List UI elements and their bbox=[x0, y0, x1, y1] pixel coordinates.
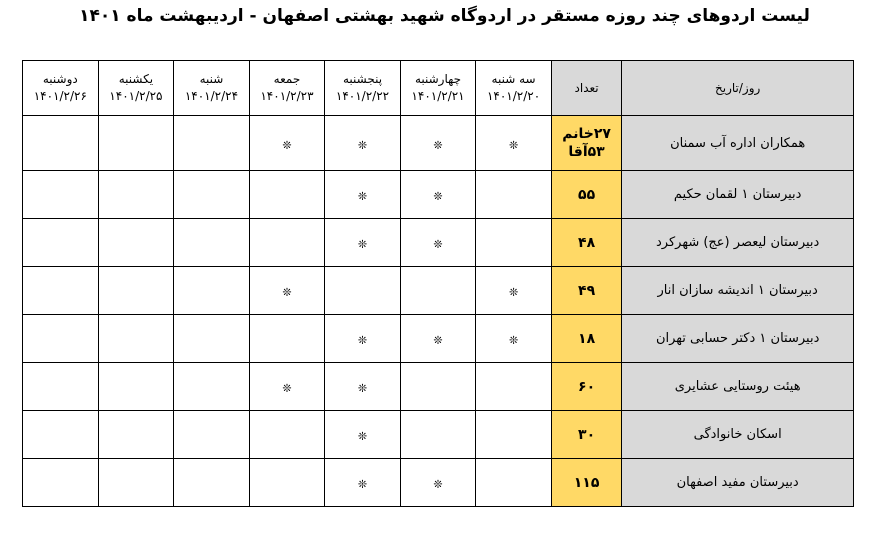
day-cell bbox=[325, 459, 401, 507]
header-day-5 bbox=[174, 61, 250, 116]
header-name-label: روز/تاریخ bbox=[622, 61, 854, 116]
day-date: ۱۴۰۱/۲/۲۴ bbox=[184, 89, 239, 103]
row-name-cell: دبیرستان لیعصر (عج) شهرکرد bbox=[622, 219, 854, 267]
page-title: لیست اردوهای چند روزه مستقر در اردوگاه شهید بهشتی اصفهان - اردیبهشت ماه ۱۴۰۱ bbox=[79, 6, 810, 26]
attendance-mark-icon: ❊ bbox=[433, 138, 443, 152]
day-cell bbox=[249, 171, 325, 219]
header-count-label: تعداد bbox=[551, 61, 622, 116]
day-cell bbox=[400, 219, 476, 267]
attendance-mark-icon: ❊ bbox=[508, 334, 519, 347]
day-cell bbox=[98, 315, 174, 363]
table-row bbox=[23, 171, 854, 219]
row-name-cell: دبیرستان ۱ دکتر حسابی تهران bbox=[622, 315, 854, 363]
row-count-cell bbox=[551, 411, 622, 459]
day-cell bbox=[249, 219, 325, 267]
day-cell bbox=[476, 171, 552, 219]
count-value: ۴۹ bbox=[578, 282, 596, 299]
attendance-mark-icon: ❊ bbox=[282, 138, 292, 152]
day-cell bbox=[476, 411, 552, 459]
day-cell bbox=[174, 459, 250, 507]
day-cell bbox=[400, 315, 476, 363]
day-date: ۱۴۰۱/۲/۲۱ bbox=[411, 89, 465, 103]
day-cell bbox=[249, 411, 325, 459]
day-cell bbox=[98, 116, 174, 171]
day-cell bbox=[249, 363, 325, 411]
header-day-4 bbox=[249, 61, 325, 116]
count-value: ۵۳آقا bbox=[568, 144, 605, 160]
row-count-cell bbox=[551, 267, 622, 315]
attendance-mark-icon: ❊ bbox=[357, 430, 368, 443]
day-cell bbox=[98, 363, 174, 411]
day-cell bbox=[400, 267, 476, 315]
count-value: ۱۸ bbox=[578, 330, 596, 347]
count-value: ۱۱۵ bbox=[573, 474, 600, 491]
day-cell bbox=[23, 267, 99, 315]
day-cell bbox=[174, 267, 250, 315]
row-count-cell bbox=[551, 315, 622, 363]
day-name: دوشنبه bbox=[42, 72, 78, 86]
attendance-mark-icon: ❊ bbox=[282, 382, 292, 395]
attendance-mark-icon: ❊ bbox=[433, 334, 443, 347]
row-count-cell bbox=[551, 219, 622, 267]
day-cell bbox=[249, 315, 325, 363]
row-name-cell: همکاران اداره آب سمنان bbox=[622, 116, 854, 171]
table-row bbox=[23, 411, 854, 459]
day-cell bbox=[249, 267, 325, 315]
row-name-cell: دبیرستان مفید اصفهان bbox=[622, 459, 854, 507]
attendance-mark-icon: ❊ bbox=[433, 190, 443, 203]
day-cell bbox=[249, 116, 325, 171]
day-cell bbox=[98, 219, 174, 267]
day-cell bbox=[400, 116, 476, 171]
day-cell bbox=[23, 219, 99, 267]
day-date: ۱۴۰۱/۲/۲۰ bbox=[486, 89, 541, 103]
day-cell bbox=[325, 363, 401, 411]
day-cell bbox=[400, 363, 476, 411]
count-value: ۳۰ bbox=[578, 426, 596, 443]
day-date: ۱۴۰۱/۲/۲۲ bbox=[335, 89, 390, 103]
day-cell bbox=[476, 459, 552, 507]
day-cell bbox=[174, 363, 250, 411]
table-body bbox=[23, 116, 854, 507]
count-value: ۵۵ bbox=[578, 186, 596, 203]
day-cell bbox=[174, 171, 250, 219]
day-cell bbox=[476, 219, 552, 267]
count-value: ۶۰ bbox=[578, 378, 596, 395]
day-cell bbox=[400, 171, 476, 219]
day-name: چهارشنبه bbox=[414, 72, 462, 86]
header-row bbox=[23, 61, 854, 116]
table-row bbox=[23, 459, 854, 507]
row-name-cell: دبیرستان ۱ لقمان حکیم bbox=[622, 171, 854, 219]
day-cell bbox=[476, 315, 552, 363]
day-name: شنبه bbox=[199, 72, 224, 86]
attendance-mark-icon: ❊ bbox=[282, 286, 292, 299]
day-name: پنجشنبه bbox=[342, 72, 383, 86]
table-row bbox=[23, 363, 854, 411]
day-name: یکشنبه bbox=[118, 72, 154, 86]
day-cell bbox=[325, 171, 401, 219]
day-name: جمعه bbox=[273, 72, 301, 86]
attendance-mark-icon: ❊ bbox=[357, 190, 368, 203]
count-value: ۲۷خانم bbox=[562, 126, 611, 142]
day-cell bbox=[23, 411, 99, 459]
attendance-mark-icon: ❊ bbox=[357, 238, 368, 251]
day-cell bbox=[325, 315, 401, 363]
header-day-3 bbox=[325, 61, 401, 116]
day-cell bbox=[476, 267, 552, 315]
day-cell bbox=[400, 459, 476, 507]
header-day-6 bbox=[98, 61, 174, 116]
day-cell bbox=[23, 459, 99, 507]
day-cell bbox=[23, 116, 99, 171]
attendance-mark-icon: ❊ bbox=[433, 238, 443, 251]
table-row bbox=[23, 315, 854, 363]
day-cell bbox=[476, 116, 552, 171]
day-date: ۱۴۰۱/۲/۲۶ bbox=[33, 89, 87, 103]
day-cell bbox=[325, 116, 401, 171]
camp-schedule-table bbox=[22, 60, 854, 507]
day-cell bbox=[174, 411, 250, 459]
table-row bbox=[23, 116, 854, 171]
table-row bbox=[23, 267, 854, 315]
attendance-mark-icon: ❊ bbox=[433, 478, 443, 491]
row-count-cell bbox=[551, 171, 622, 219]
day-cell bbox=[174, 219, 250, 267]
row-name-cell: اسکان خانوادگی bbox=[622, 411, 854, 459]
attendance-mark-icon: ❊ bbox=[357, 382, 368, 395]
day-cell bbox=[476, 363, 552, 411]
row-name-cell: هیئت روستایی عشایری bbox=[622, 363, 854, 411]
day-cell bbox=[23, 363, 99, 411]
header-day-1 bbox=[476, 61, 552, 116]
row-count-cell bbox=[551, 363, 622, 411]
day-date: ۱۴۰۱/۲/۲۳ bbox=[260, 89, 314, 103]
day-cell bbox=[249, 459, 325, 507]
attendance-mark-icon: ❊ bbox=[357, 334, 368, 347]
day-cell bbox=[98, 411, 174, 459]
attendance-mark-icon: ❊ bbox=[508, 286, 519, 299]
row-count-cell bbox=[551, 116, 622, 171]
attendance-mark-icon: ❊ bbox=[508, 138, 519, 152]
row-count-cell bbox=[551, 459, 622, 507]
day-cell bbox=[98, 171, 174, 219]
day-date: ۱۴۰۱/۲/۲۵ bbox=[109, 89, 163, 103]
day-cell bbox=[174, 116, 250, 171]
table-row bbox=[23, 219, 854, 267]
day-cell bbox=[400, 411, 476, 459]
day-cell bbox=[23, 171, 99, 219]
day-cell bbox=[325, 411, 401, 459]
day-cell bbox=[98, 459, 174, 507]
attendance-mark-icon: ❊ bbox=[357, 478, 368, 491]
header-day-7 bbox=[23, 61, 99, 116]
day-cell bbox=[325, 267, 401, 315]
day-cell bbox=[325, 219, 401, 267]
day-cell bbox=[23, 315, 99, 363]
day-cell bbox=[174, 315, 250, 363]
header-day-2 bbox=[400, 61, 476, 116]
day-cell bbox=[98, 267, 174, 315]
count-value: ۴۸ bbox=[578, 234, 596, 251]
attendance-mark-icon: ❊ bbox=[357, 138, 368, 152]
day-name: سه شنبه bbox=[491, 72, 536, 86]
row-name-cell: دبیرستان ۱ اندیشه سازان انار bbox=[622, 267, 854, 315]
